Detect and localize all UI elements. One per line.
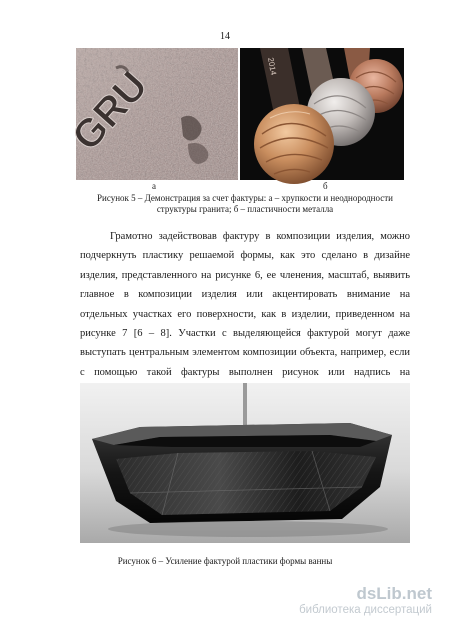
figure-5-caption: Рисунок 5 – Демонстрация за счет фактуры: а – хрупкости и неоднородности структуры гранита; б – пластичности металла xyxy=(97,193,393,214)
engraved-letters: GRU xyxy=(63,63,157,160)
figure-6-caption: Рисунок 6 – Усиление фактурой пластики формы ванны xyxy=(117,556,333,566)
granite-photo xyxy=(63,48,238,180)
watermark-subtitle: библиотека диссертаций xyxy=(299,604,432,616)
body-paragraph: Грамотно задействовав фактуру в композиции изделия, можно подчеркнуть пластику решаемой формы, как это сделано в дизайне изделия, представленного на рисунке 6, ее членения, масштаб, выявить главное в композиции изделия или акцентировать внимание на отдельных участках его поверхности, как в изделии, приведенном на рисунке 7 [6 – 8]. Участки с выделяющейся фактурой могут даже выступать центральным элементом композиции объекта, например, если с помощью такой фактуры выполнен рисунок или надпись на xyxy=(80,231,410,378)
bathtub-photo xyxy=(80,383,410,543)
page-number: 14 xyxy=(220,31,230,42)
medals-photo xyxy=(240,48,404,180)
figure-5-label-b: б xyxy=(323,181,328,191)
ribbon-text: 2014 xyxy=(266,56,278,76)
figure-5 xyxy=(63,48,404,180)
watermark-logo: dsLib.net xyxy=(356,584,432,603)
figure-5-label-a: а xyxy=(152,181,156,191)
